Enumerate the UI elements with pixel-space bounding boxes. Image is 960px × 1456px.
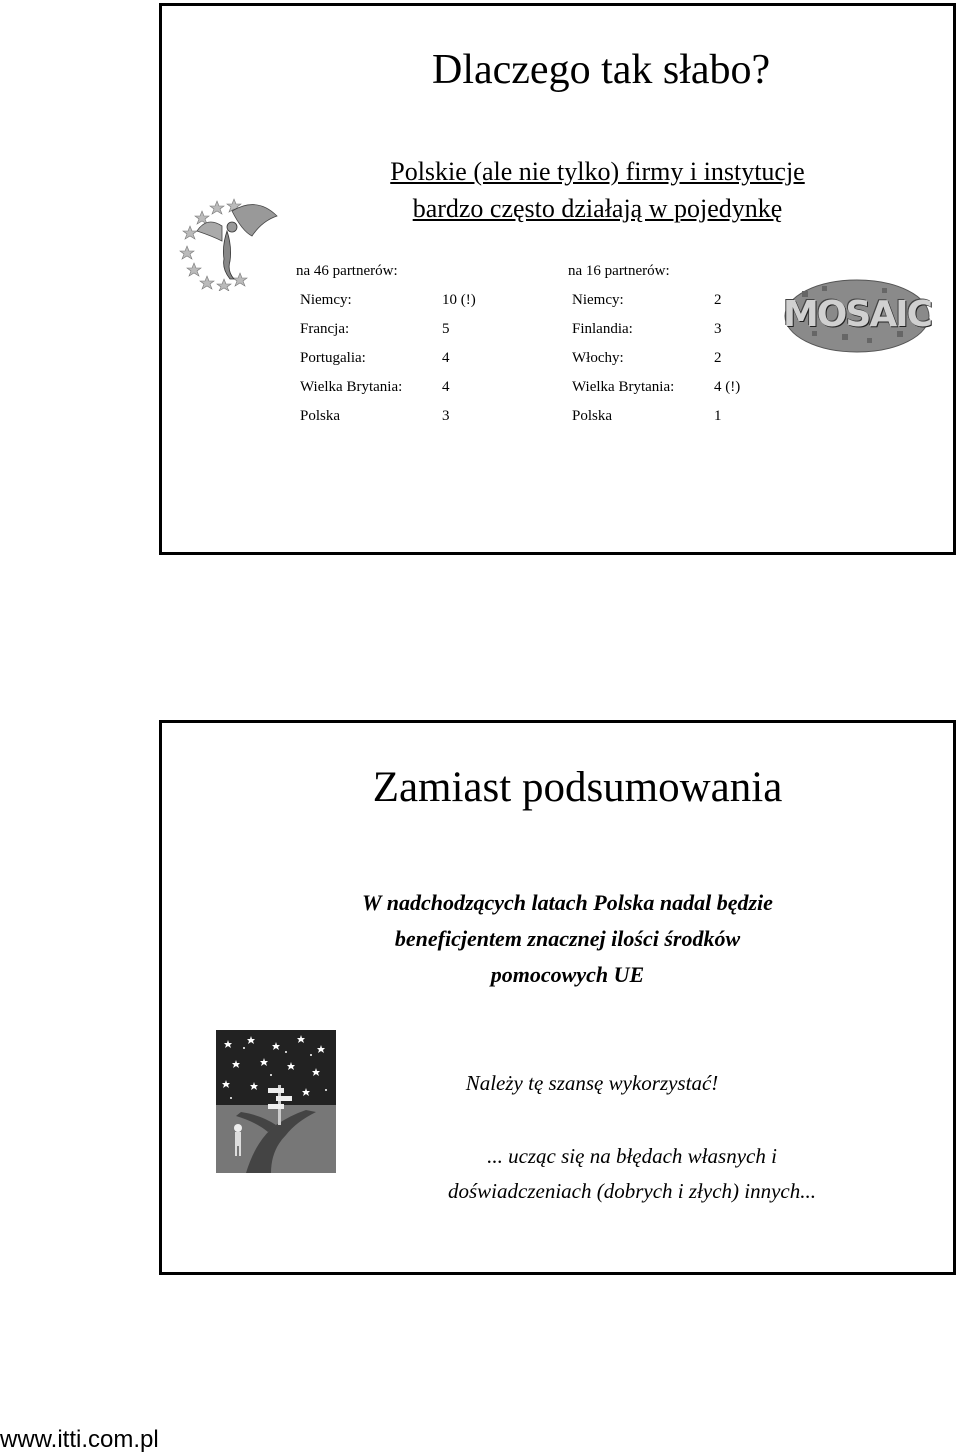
slide-1-subtitle-line-1: Polskie (ale nie tylko) firmy i instytucje: [390, 157, 805, 186]
right-table-country: Polska: [572, 408, 613, 424]
left-table-header: na 46 partnerów:: [296, 263, 398, 279]
right-table-value: 4 (!): [714, 379, 741, 395]
left-table-value: 4: [442, 379, 450, 395]
slide-2-body-line-3: pomocowych UE: [490, 962, 645, 987]
slide-2-closing-line-2: doświadczeniach (dobrych i złych) innych...: [448, 1179, 816, 1203]
right-table-value: 2: [714, 350, 722, 366]
slide-2-body-line-1: W nadchodzących latach Polska nadal będzie: [362, 890, 773, 915]
mosaic-logo-text: MOSAIC: [782, 294, 932, 335]
right-table-value: 3: [714, 321, 722, 337]
slide-2-body-line-2: beneficjentem znacznej ilości środków: [394, 926, 741, 951]
right-table-country: Finlandia:: [572, 321, 633, 337]
slide-1: [159, 3, 956, 555]
left-table-value: 10 (!): [442, 292, 476, 308]
mosaic-logo: [782, 276, 932, 356]
eu-angel-illustration: [172, 191, 282, 291]
right-table-country: Niemcy:: [572, 292, 624, 308]
left-table-country: Portugalia:: [300, 350, 366, 366]
right-table-country: Włochy:: [572, 350, 624, 366]
footer-url: www.itti.com.pl: [0, 1426, 159, 1453]
slide-1-title: Dlaczego tak słabo?: [432, 47, 771, 93]
left-table-value: 5: [442, 321, 450, 337]
left-table-value: 3: [442, 408, 450, 424]
slide-2-title: Zamiast podsumowania: [372, 764, 783, 811]
slide-2-note: Należy tę szansę wykorzystać!: [465, 1071, 719, 1095]
left-table-country: Polska: [300, 408, 341, 424]
left-table-country: Francja:: [300, 321, 350, 337]
left-table-country: Wielka Brytania:: [300, 379, 403, 395]
left-table-value: 4: [442, 350, 450, 366]
right-table-header: na 16 partnerów:: [568, 263, 670, 279]
crossroads-night-illustration: [216, 1030, 336, 1173]
right-table-value: 1: [714, 408, 722, 424]
slide-1-subtitle-line-2: bardzo często działają w pojedynkę: [412, 194, 783, 223]
slide-2: [159, 720, 956, 1275]
slide-2-closing-line-1: ... ucząc się na błędach własnych i: [487, 1144, 777, 1168]
right-table-value: 2: [714, 292, 722, 308]
right-table-country: Wielka Brytania:: [572, 379, 675, 395]
left-table-country: Niemcy:: [300, 292, 352, 308]
